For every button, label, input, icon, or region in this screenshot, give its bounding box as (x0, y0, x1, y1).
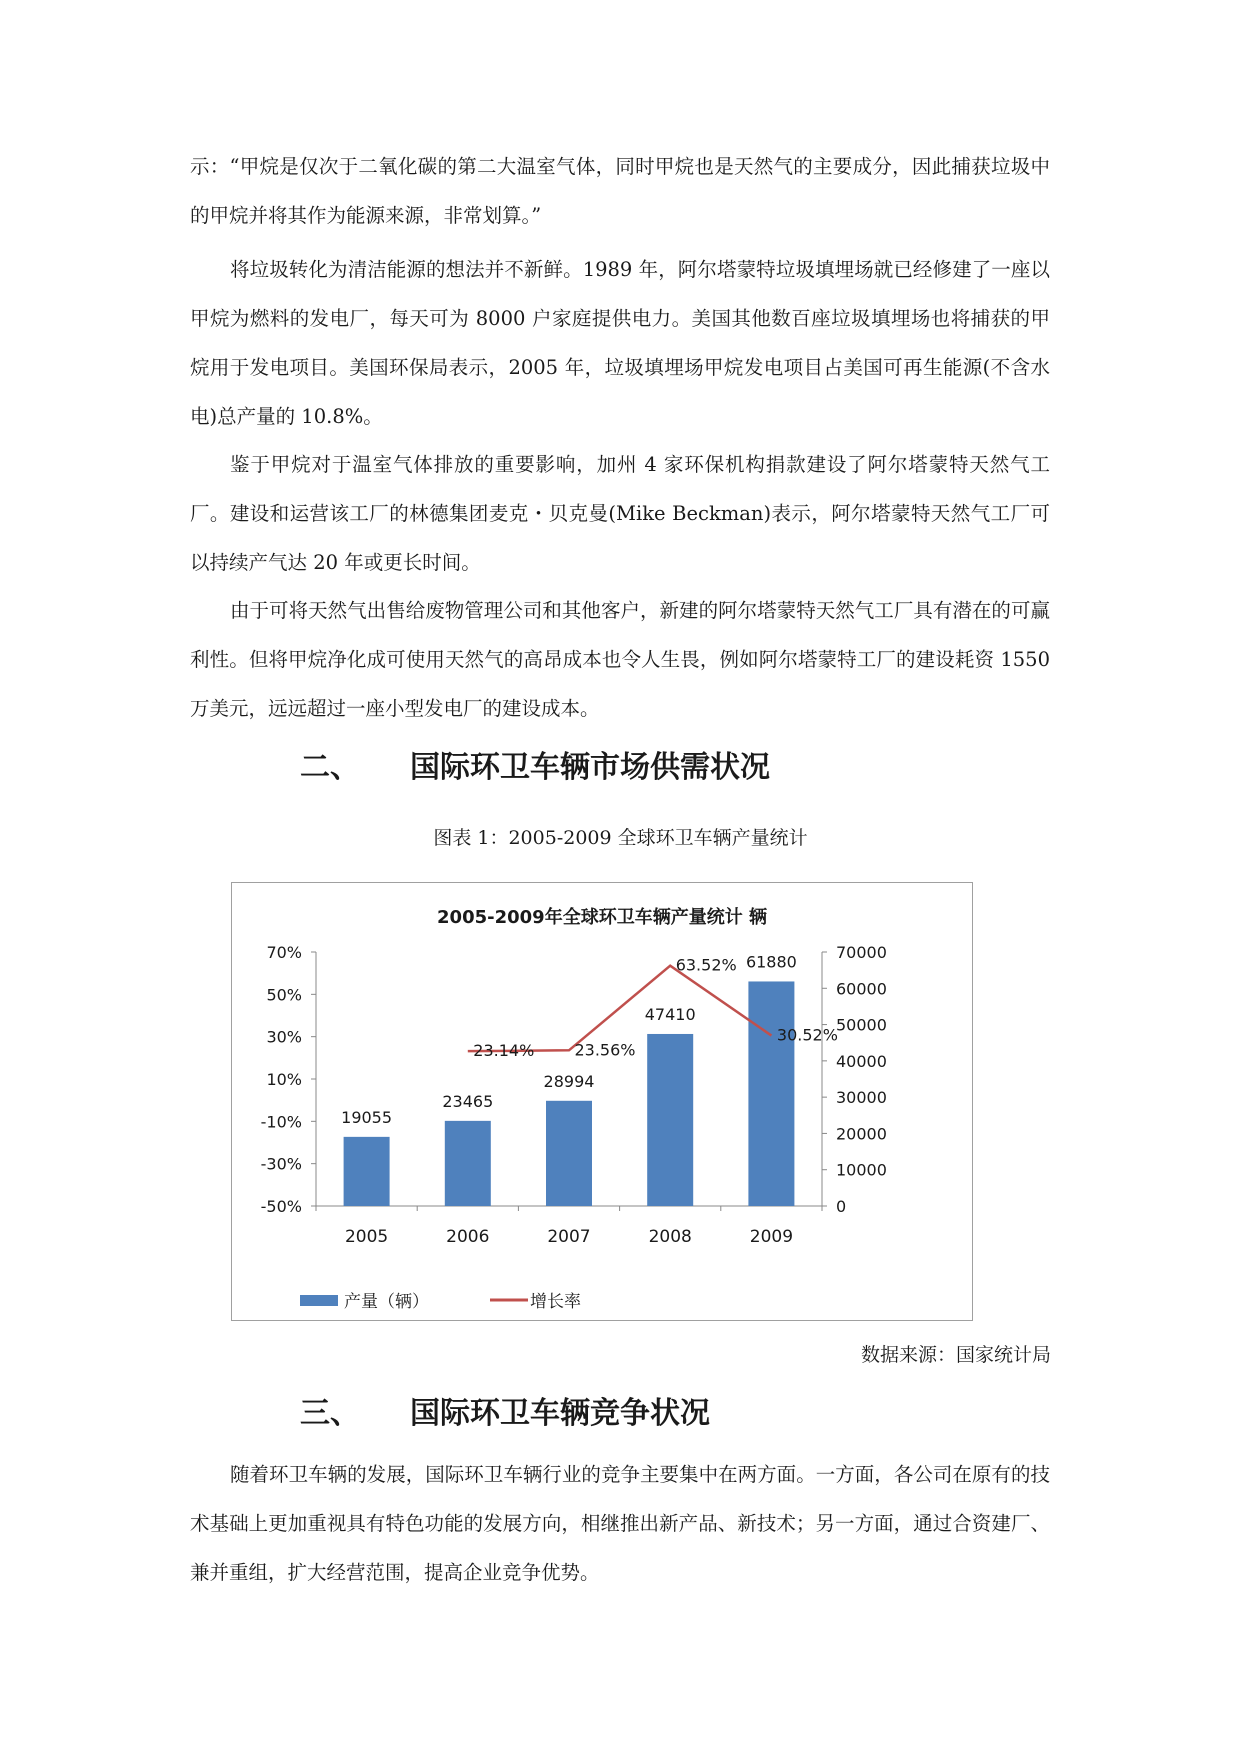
bar-value-label: 61880 (745, 952, 797, 972)
source-note: 数据来源：国家统计局 (860, 1344, 1051, 1366)
paragraph-5: 随着环卫车辆的发展，国际环卫车辆行业的竞争主要集中在两方面。一方面，各公司在原有的技术基础上更加重视具有特色功能的发展方向，相继推出新产品、新技术；另一方面，通过合资建厂、兼并重组，扩大经营范围，提高企业竞争优势。 (190, 1463, 1050, 1584)
right-axis-label: 70000 (836, 943, 887, 962)
left-axis-label: -10% (260, 1112, 302, 1132)
right-axis-label: 0 (836, 1197, 847, 1216)
growth-rate-label: 23.56% (574, 1040, 636, 1060)
right-axis-label: 20000 (836, 1124, 887, 1144)
x-axis-label: 2005 (344, 1227, 389, 1247)
left-axis-label: 10% (266, 1070, 302, 1089)
bar-2009 (748, 981, 794, 1206)
section-title: 国际环卫车辆市场供需状况 (410, 750, 770, 785)
legend-bar-label: 产量（辆） (344, 1292, 429, 1312)
paragraph-4: 由于可将天然气出售给废物管理公司和其他客户，新建的阿尔塔蒙特天然气工厂具有潜在的可赢利性。但将甲烷净化成可使用天然气的高昂成本也令人生畏，例如阿尔塔蒙特工厂的建设耗资 1550 万美元，远远超过一座小型发电厂的建设成本。 (190, 599, 1050, 720)
growth-rate-label: 23.14% (473, 1041, 535, 1061)
left-axis-label: 30% (266, 1027, 302, 1047)
growth-rate-line (468, 966, 772, 1051)
growth-rate-label: 30.52% (776, 1025, 838, 1045)
section-heading-3 (300, 1388, 710, 1432)
x-axis-label: 2009 (749, 1227, 794, 1247)
right-axis-label: 30000 (836, 1088, 887, 1108)
left-axis-label: -50% (260, 1197, 302, 1216)
left-axis-label: -30% (260, 1154, 302, 1174)
left-axis-label: 70% (266, 943, 302, 962)
bar-value-label: 47410 (644, 1004, 696, 1024)
bar-2008 (647, 1034, 693, 1206)
paragraph-3: 鉴于甲烷对于温室气体排放的重要影响，加州 4 家环保机构捐款建设了阿尔塔蒙特天然气工厂。建设和运营该工厂的林德集团麦克・贝克曼(Mike Beckman)表示，阿尔塔蒙特天然气工厂可以持续产气达 20 年或更长时间。 (190, 453, 1050, 574)
right-axis-label: 10000 (836, 1160, 887, 1180)
section-heading-2 (300, 742, 770, 786)
chart-canvas (232, 883, 972, 1320)
growth-rate-label: 63.52% (675, 955, 737, 975)
left-axis-label: 50% (266, 985, 302, 1005)
figure-caption: 图表 1：2005-2009 全球环卫车辆产量统计 (433, 827, 808, 849)
bar-value-label: 23465 (442, 1091, 494, 1111)
bar-value-label: 28994 (543, 1071, 595, 1091)
x-axis-label: 2006 (446, 1227, 490, 1247)
bar-2005 (344, 1137, 390, 1206)
bar-2007 (546, 1101, 592, 1206)
section-number: 二、 (300, 750, 360, 785)
section-title: 国际环卫车辆竞争状况 (410, 1396, 710, 1431)
x-axis-label: 2008 (648, 1227, 692, 1247)
bar-value-label: 19055 (341, 1107, 393, 1127)
production-chart (231, 882, 973, 1321)
legend-line-label: 增长率 (530, 1292, 581, 1312)
right-axis-label: 40000 (836, 1051, 887, 1071)
legend-bar-swatch (300, 1295, 338, 1306)
chart-title: 2005-2009年全球环卫车辆产量统计 辆 (437, 907, 767, 928)
paragraph-2: 将垃圾转化为清洁能源的想法并不新鲜。1989 年，阿尔塔蒙特垃圾填埋场就已经修建了一座以甲烷为燃料的发电厂，每天可为 8000 户家庭提供电力。美国其他数百座垃圾填埋场也将捕获的甲烷用于发电项目。美国环保局表示，2005 年，垃圾填埋场甲烷发电项目占美国可再生能源(不含水电)总产量的 10.8%。 (190, 258, 1050, 428)
right-axis-label: 60000 (836, 979, 887, 999)
paragraph-1: 示：“甲烷是仅次于二氧化碳的第二大温室气体，同时甲烷也是天然气的主要成分，因此捕获垃圾中的甲烷并将其作为能源来源，非常划算。” (190, 155, 1050, 227)
bar-2006 (445, 1121, 491, 1206)
section-number: 三、 (300, 1396, 360, 1431)
right-axis-label: 50000 (836, 1015, 887, 1035)
x-axis-label: 2007 (547, 1227, 591, 1247)
